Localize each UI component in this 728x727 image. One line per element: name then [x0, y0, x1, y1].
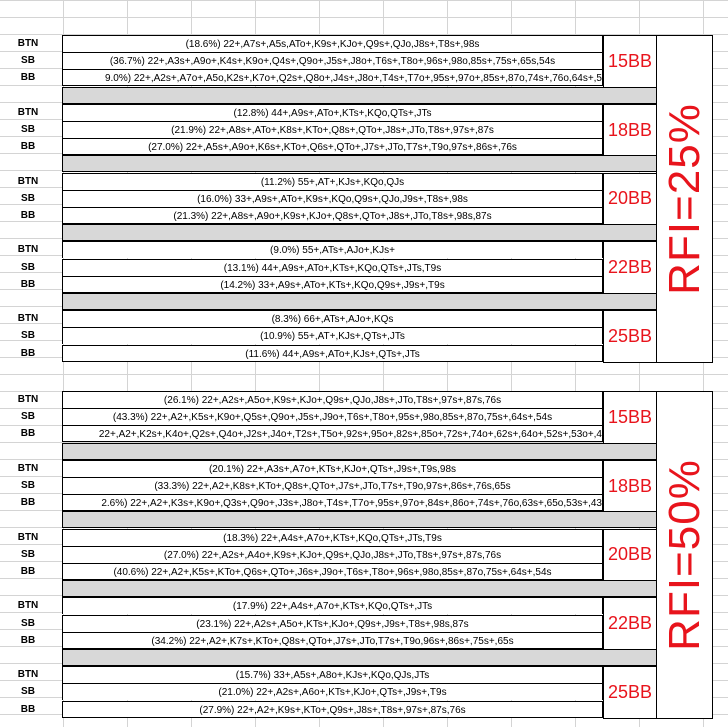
rfi-label-text: RFI=25% — [659, 103, 709, 295]
range-text: (9.0%) 55+,ATs+,AJo+,KJs+ — [270, 245, 395, 257]
range-text: (11.2%) 55+,AT+,KJs+,KQo,QJs — [260, 176, 405, 188]
range-text: (18.6%) 22+,A7s+,A5s,ATo+,K9s+,KJo+,Q9s+,QJo,J8s+,T8s+,98s — [185, 39, 480, 50]
range-text: (34.2%) 22+,A2+,K7s+,KTo+,Q8s+,QTo+,J7s+,JTo,T7s+,T9o,96s+,86s+,75s+,65s — [151, 635, 514, 647]
range-cell[interactable] — [62, 345, 603, 362]
position-label-sb: SB — [21, 261, 35, 273]
range-cell[interactable] — [62, 207, 603, 224]
range-cell[interactable] — [62, 121, 603, 138]
position-label-sb: SB — [21, 480, 35, 491]
position-label-sb: SB — [21, 617, 35, 629]
range-cell[interactable] — [62, 460, 603, 477]
range-text: (27.9%) 22+,A2+,K9s+,KTo+,Q9s+,J8s+,T8s+,97s+,87s,76s — [199, 704, 466, 716]
range-text: 9.0%) 22+,A2s+,A7o+,A5o,K2s+,K7o+,Q2s+,Q8o+,J4s+,J8o+,T4s+,T7o+,95s+,97o+,85s+,87o,74s+,76o,64s+,5 — [104, 73, 602, 85]
range-cell[interactable] — [62, 310, 603, 327]
range-cell[interactable] — [62, 35, 603, 52]
position-label-bb: BB — [20, 497, 36, 509]
range-text: (23.1%) 22+,A2s+,A5o+,KTs+,KJo+,Q9s+,J9s+,T8s+,98s,87s — [196, 618, 469, 630]
position-label-btn: BTN — [17, 244, 39, 256]
position-label-bb: BB — [20, 141, 36, 153]
range-cell[interactable] — [62, 494, 603, 511]
position-label-bb: BB — [20, 347, 36, 359]
stack-size-label: 25BB — [603, 310, 657, 363]
range-text: (26.1%) 22+,A2s+,A5o+,K9s+,KJo+,Q9s+,QJo,J8s+,JTo,T8s+,97s+,87s,76s — [163, 395, 502, 406]
range-cell[interactable] — [62, 615, 603, 632]
range-text: 22+,A2+,K2s+,K4o+,Q2s+,Q4o+,J2s+,J4o+,T2s+,T5o+,92s+,95o+,82s+,85o+,72s+,74o+,62s+,64o+,52s+,53o+,4 — [98, 429, 602, 441]
range-cell[interactable] — [62, 546, 603, 563]
stack-size-label: 15BB — [603, 391, 657, 444]
position-label-sb: SB — [21, 548, 35, 560]
position-label-sb: SB — [21, 411, 35, 423]
position-label-sb: SB — [21, 330, 35, 342]
range-text: (11.6%) 44+,A9s+,ATo+,KJs+,QTs+,JTs — [245, 348, 420, 360]
range-cell[interactable] — [62, 529, 603, 546]
position-label-btn: BTN — [17, 38, 39, 49]
range-cell[interactable] — [62, 683, 603, 700]
range-cell[interactable] — [62, 138, 603, 155]
range-cell[interactable] — [62, 52, 603, 69]
range-text: (21.0%) 22+,A2s+,A6o+,KTs+,KJo+,QTs+,J9s+,T9s — [218, 687, 447, 699]
position-label-bb: BB — [20, 72, 36, 84]
stack-size-label: 22BB — [603, 241, 657, 294]
stack-size-label: 18BB — [603, 104, 657, 157]
position-label-btn: BTN — [17, 531, 39, 543]
range-text: (16.0%) 33+,A9s+,ATo+,K9s+,KQo,Q9s+,QJo,J9s+,T8s+,98s — [197, 193, 468, 205]
stack-size-label: 18BB — [603, 460, 657, 513]
range-text: (27.0%) 22+,A5s+,A9o+,K6s+,KTo+,Q6s+,QTo+,J7s+,JTo,T7s+,T9o,97s+,86s+,76s — [148, 142, 517, 154]
range-cell[interactable] — [62, 259, 603, 276]
position-label-bb: BB — [20, 566, 36, 577]
stack-size-label: 20BB — [603, 173, 657, 226]
range-cell[interactable] — [62, 425, 603, 442]
range-cell[interactable] — [62, 408, 603, 425]
rfi-label-text: RFI=50% — [659, 459, 709, 651]
range-cell[interactable] — [62, 241, 603, 258]
position-label-sb: SB — [21, 124, 35, 135]
position-label-bb: BB — [20, 278, 36, 290]
range-text: (40.6%) 22+,A2+,K5s+,KTo+,Q6s+,QTo+,J6s+,J9o+,T6s+,T8o+,96s+,98o,85s+,87o,75s+,64s+,54s — [113, 567, 552, 578]
range-cell[interactable] — [62, 597, 603, 614]
stack-size-label: 20BB — [603, 529, 657, 582]
range-cell[interactable] — [62, 190, 603, 207]
range-text: (36.7%) 22+,A3s+,A9o+,K4s+,K9o+,Q4s+,Q9o+,J5s+,J8o+,T6s+,T8o+,96s+,98o,85s+,75s+,65s,54s — [109, 56, 556, 68]
range-text: (18.3%) 22+,A4s+,A7o+,KTs+,KQo,QTs+,JTs,T9s — [223, 532, 442, 544]
position-label-btn: BTN — [17, 106, 39, 118]
range-text: 2.6%) 22+,A2+,K3s+,K9o+,Q3s+,Q9o+,J3s+,J8o+,T4s+,T7o+,95s+,97o+,84s+,86o+,74s+,76o,63s+,65o,53s+,43 — [101, 498, 602, 510]
range-text: (14.2%) 33+,A9s+,ATo+,KTs+,KQo,Q9s+,J9s+,T9s — [220, 279, 445, 291]
position-label-sb: SB — [21, 192, 35, 204]
position-label-bb: BB — [20, 210, 36, 221]
rfi-section-label — [656, 35, 713, 363]
position-label-bb: BB — [20, 703, 36, 715]
range-cell[interactable] — [62, 276, 603, 293]
range-text: (43.3%) 22+,A2+,K5s+,K9o+,Q5s+,Q9o+,J5s+,J9o+,T6s+,T8o+,95s+,98o,85s+,87o,75s+,64s+,54s — [112, 412, 553, 424]
range-cell[interactable] — [62, 69, 603, 86]
range-text: (27.0%) 22+,A2s+,A4o+,K9s+,KJo+,Q9s+,QJo,J8s+,JTo,T8s+,97s+,87s,76s — [163, 549, 502, 561]
group-separator — [62, 443, 657, 460]
position-label-btn: BTN — [17, 462, 39, 474]
range-cell[interactable] — [62, 666, 603, 683]
group-separator — [62, 580, 657, 597]
range-text: (33.3%) 22+,A2+,K8s+,KTo+,Q8s+,QTo+,J7s+,JTo,T7s+,T9o,97s+,86s+,76s,65s — [154, 481, 511, 492]
group-separator — [62, 155, 657, 172]
position-label-bb: BB — [20, 428, 36, 440]
group-separator — [62, 511, 657, 528]
range-text: (20.1%) 22+,A3s+,A7o+,KTs+,KJo+,QTs+,J9s+,T9s,98s — [208, 463, 457, 475]
range-text: (8.3%) 66+,ATs+,AJo+,KQs — [271, 314, 394, 326]
range-text: (21.9%) 22+,A8s+,ATo+,K8s+,KTo+,Q8s+,QTo+,J8s+,JTo,T8s+,97s+,87s — [171, 125, 494, 136]
range-text: (15.7%) 33+,A5s+,A8o+,KJs+,KQo,QJs,JTs — [235, 670, 430, 682]
range-text: (12.8%) 44+,A9s+,ATo+,KTs+,KQo,QTs+,JTs — [233, 107, 432, 119]
range-cell[interactable] — [62, 477, 603, 494]
rfi-section-label — [656, 391, 713, 719]
group-separator — [62, 224, 657, 241]
position-label-btn: BTN — [17, 175, 39, 187]
stack-size-label: 15BB — [603, 35, 657, 88]
range-cell[interactable] — [62, 391, 603, 408]
range-text: (10.9%) 55+,AT+,KJs+,QTs+,JTs — [260, 331, 405, 343]
range-cell[interactable] — [62, 173, 603, 190]
position-label-btn: BTN — [17, 313, 39, 325]
stack-size-label: 25BB — [603, 666, 657, 719]
range-text: (17.9%) 22+,A4s+,A7o+,KTs+,KQo,QTs+,JTs — [232, 601, 433, 613]
position-label-btn: BTN — [17, 600, 39, 612]
position-label-btn: BTN — [17, 669, 39, 681]
stack-size-label: 22BB — [603, 597, 657, 650]
range-cell[interactable] — [62, 563, 603, 580]
position-label-bb: BB — [20, 634, 36, 646]
range-cell[interactable] — [62, 701, 603, 718]
range-text: (13.1%) 44+,A9s+,ATo+,KTs+,KQo,QTs+,JTs,T9s — [223, 262, 442, 274]
position-label-sb: SB — [21, 55, 35, 67]
range-cell[interactable] — [62, 104, 603, 121]
range-text: (21.3%) 22+,A8s+,A9o+,K9s+,KJo+,Q8s+,QTo+,J8s+,JTo,T8s+,98s,87s — [173, 211, 492, 222]
group-separator — [62, 649, 657, 666]
position-label-btn: BTN — [17, 394, 39, 405]
group-separator — [62, 87, 657, 104]
range-cell[interactable] — [62, 632, 603, 649]
position-label-sb: SB — [21, 686, 35, 698]
range-cell[interactable] — [62, 327, 603, 344]
group-separator — [62, 293, 657, 310]
